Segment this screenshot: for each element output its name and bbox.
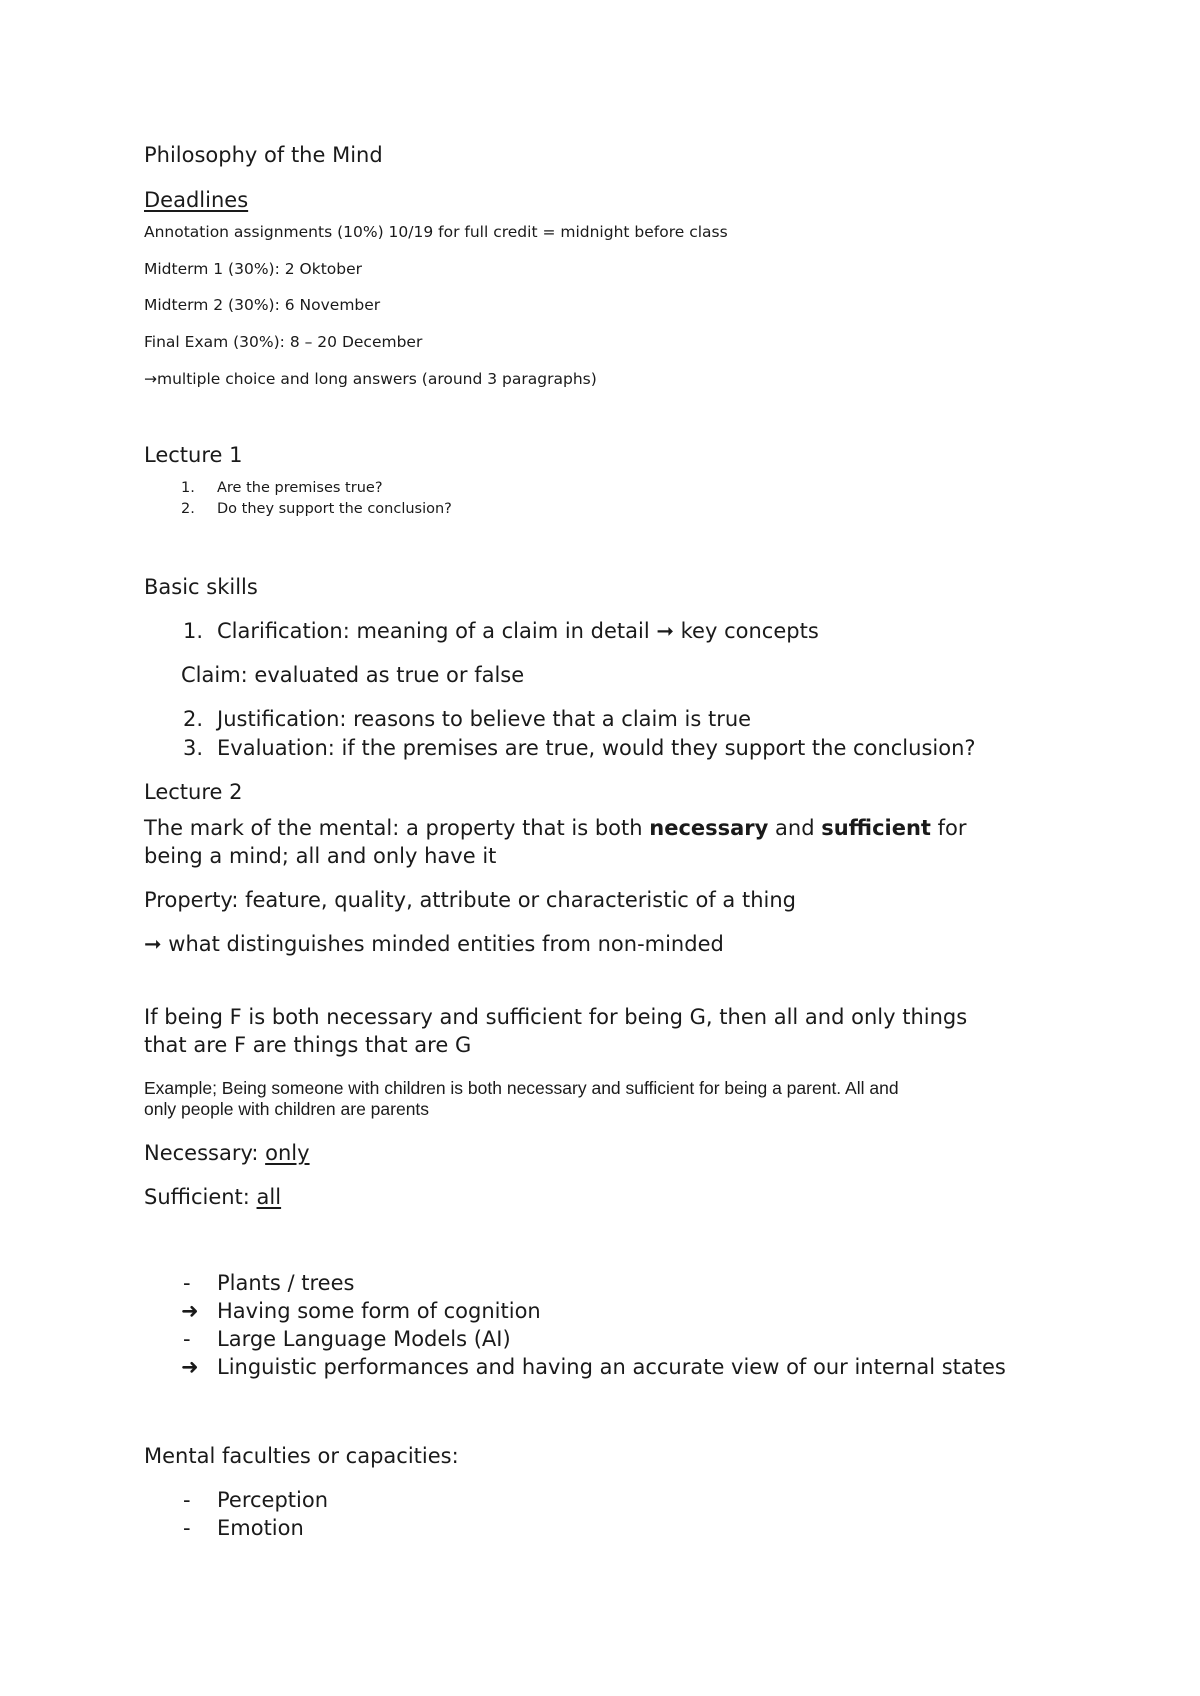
mark-of-mental-line [144,816,967,841]
arrow-right-icon: ➜ [181,1355,199,1379]
list-number: 1. [181,480,195,496]
deadline-item: Midterm 1 (30%): 2 Oktober [144,260,363,278]
faculty-item: Emotion [217,1516,304,1540]
faculty-item: Perception [217,1488,329,1512]
sufficient-line [144,1185,281,1210]
dash-bullet: - [183,1488,191,1512]
mark-bold-sufficient: sufficient [821,816,931,840]
example-line: only people with children are parents [144,1099,430,1119]
if-line: If being F is both necessary and sufficient for being G, then all and only things [144,1005,968,1029]
distinguish-line [144,932,724,957]
arrow-right-icon: ➞ [144,932,162,956]
deadlines-heading: Deadlines [144,188,249,212]
basic-skill-text: Clarification: meaning of a claim in detail [217,619,657,643]
lecture2-heading: Lecture 2 [144,780,243,804]
lecture1-heading: Lecture 1 [144,443,243,467]
sufficient-label: Sufficient: [144,1185,257,1209]
distinguish-text: what distinguishes minded entities from non-minded [161,932,724,956]
example-line: Example; Being someone with children is both necessary and sufficient for being a parent. All and [144,1078,899,1098]
mark-bold-necessary: necessary [649,816,769,840]
claim-definition: Claim: evaluated as true or false [181,663,525,687]
property-definition: Property: feature, quality, attribute or characteristic of a thing [144,888,796,912]
arrow-right-icon: → [144,370,157,388]
dash-bullet: - [183,1271,191,1295]
if-line: that are F are things that are G [144,1033,472,1057]
dash-bullet: - [183,1516,191,1540]
document-title: Philosophy of the Mind [144,143,383,167]
necessary-label: Necessary: [144,1141,266,1165]
arrow-right-icon: ➞ [656,619,674,643]
basic-skill-item: Justification: reasons to believe that a claim is true [217,707,752,731]
list-item: Large Language Models (AI) [217,1327,511,1351]
list-number: 1. [183,619,204,643]
list-number: 2. [181,501,195,517]
deadline-note-text: multiple choice and long answers (around 3 paragraphs) [157,370,597,388]
basic-skill-item: Evaluation: if the premises are true, would they support the conclusion? [217,736,976,760]
list-number: 2. [183,707,204,731]
deadline-note [144,370,597,389]
deadline-item: Midterm 2 (30%): 6 November [144,296,381,314]
lecture1-item: Do they support the conclusion? [217,501,452,517]
dash-bullet: - [183,1327,191,1351]
lecture1-item: Are the premises true? [217,480,383,496]
basic-skills-heading: Basic skills [144,575,258,599]
deadline-item: Final Exam (30%): 8 – 20 December [144,333,423,351]
deadline-item: Annotation assignments (10%) 10/19 for full credit = midnight before class [144,223,728,241]
mark-text: and [768,816,822,840]
mark-text: for [930,816,967,840]
list-item: Linguistic performances and having an accurate view of our internal states [217,1355,1006,1379]
list-item: Plants / trees [217,1271,355,1295]
basic-skill-arrow-text: key concepts [673,619,819,643]
arrow-right-icon: ➜ [181,1299,199,1323]
list-number: 3. [183,736,204,760]
mark-text: The mark of the mental: a property that is both [144,816,650,840]
sufficient-value: all [256,1185,282,1209]
necessary-value: only [265,1141,310,1165]
list-item: Having some form of cognition [217,1299,541,1323]
mark-of-mental-line: being a mind; all and only have it [144,844,497,868]
basic-skill-item [217,619,819,644]
faculties-heading: Mental faculties or capacities: [144,1444,459,1468]
necessary-line [144,1141,310,1166]
